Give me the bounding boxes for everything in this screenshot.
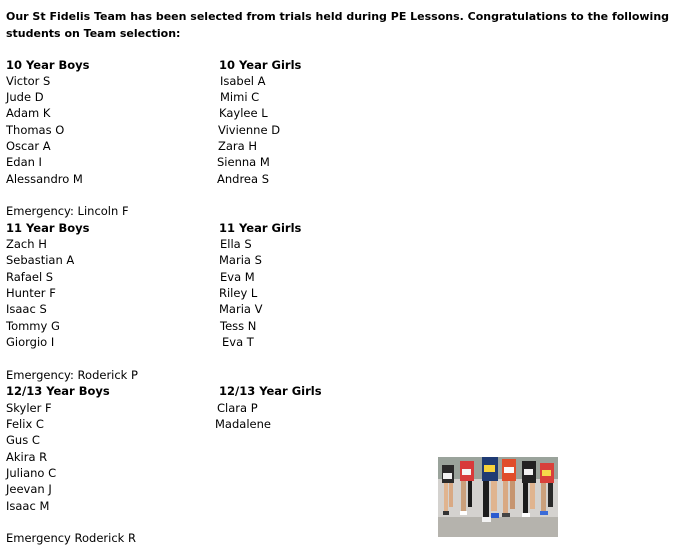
section-1-boys-heading: 10 Year Boys [6, 58, 90, 72]
boy-name: Skyler F [6, 401, 52, 415]
section-2-girls-heading: 11 Year Girls [219, 221, 302, 235]
boy-name: Isaac S [6, 302, 47, 316]
girl-name: Eva M [220, 270, 255, 284]
boy-name: Victor S [6, 74, 51, 88]
boy-name: Edan I [6, 155, 42, 169]
girl-name: Isabel A [220, 74, 266, 88]
boy-name: Felix C [6, 417, 44, 431]
section-3-girls-heading: 12/13 Year Girls [219, 384, 322, 398]
boy-name: Isaac M [6, 499, 50, 513]
boy-name: Sebastian A [6, 253, 75, 267]
girl-name: Maria S [219, 253, 262, 267]
section-3-boys-heading: 12/13 Year Boys [6, 384, 110, 398]
boy-name: Hunter F [6, 286, 56, 300]
girl-name: Eva T [222, 335, 254, 349]
girl-name: Mimi C [220, 90, 260, 104]
girl-name: Tess N [220, 319, 257, 333]
boy-name: Thomas O [6, 123, 65, 137]
boy-name: Rafael S [6, 270, 54, 284]
boy-name: Jeevan J [6, 482, 52, 496]
emergency-note: Emergency: Lincoln F [6, 204, 129, 218]
emergency-note: Emergency Roderick R [6, 531, 136, 545]
girl-name: Sienna M [217, 155, 270, 169]
girl-name: Riley L [219, 286, 258, 300]
boy-name: Adam K [6, 106, 51, 120]
girl-name: Ella S [220, 237, 252, 251]
girl-name: Maria V [219, 302, 263, 316]
boy-name: Giorgio I [6, 335, 55, 349]
girl-name: Andrea S [217, 172, 270, 186]
girl-name: Zara H [218, 139, 258, 153]
section-1-girls-heading: 10 Year Girls [219, 58, 302, 72]
girl-name: Clara P [217, 401, 258, 415]
boy-name: Jude D [6, 90, 44, 104]
boy-name: Juliano C [6, 466, 57, 480]
boy-name: Gus C [6, 433, 40, 447]
boy-name: Tommy G [6, 319, 60, 333]
runners-photo [438, 457, 558, 537]
boy-name: Alessandro M [6, 172, 83, 186]
runners-illustration [438, 457, 558, 537]
emergency-note: Emergency: Roderick P [6, 368, 138, 382]
section-2-boys-heading: 11 Year Boys [6, 221, 90, 235]
boy-name: Akira R [6, 450, 48, 464]
girl-name: Vivienne D [218, 123, 281, 137]
boy-name: Oscar A [6, 139, 51, 153]
intro-paragraph: Our St Fidelis Team has been selected from trials held during PE Lessons. Congratulations to the following students on Team selection: [6, 10, 670, 40]
girl-name: Kaylee L [219, 106, 268, 120]
girl-name: Madalene [215, 417, 271, 431]
boy-name: Zach H [6, 237, 47, 251]
